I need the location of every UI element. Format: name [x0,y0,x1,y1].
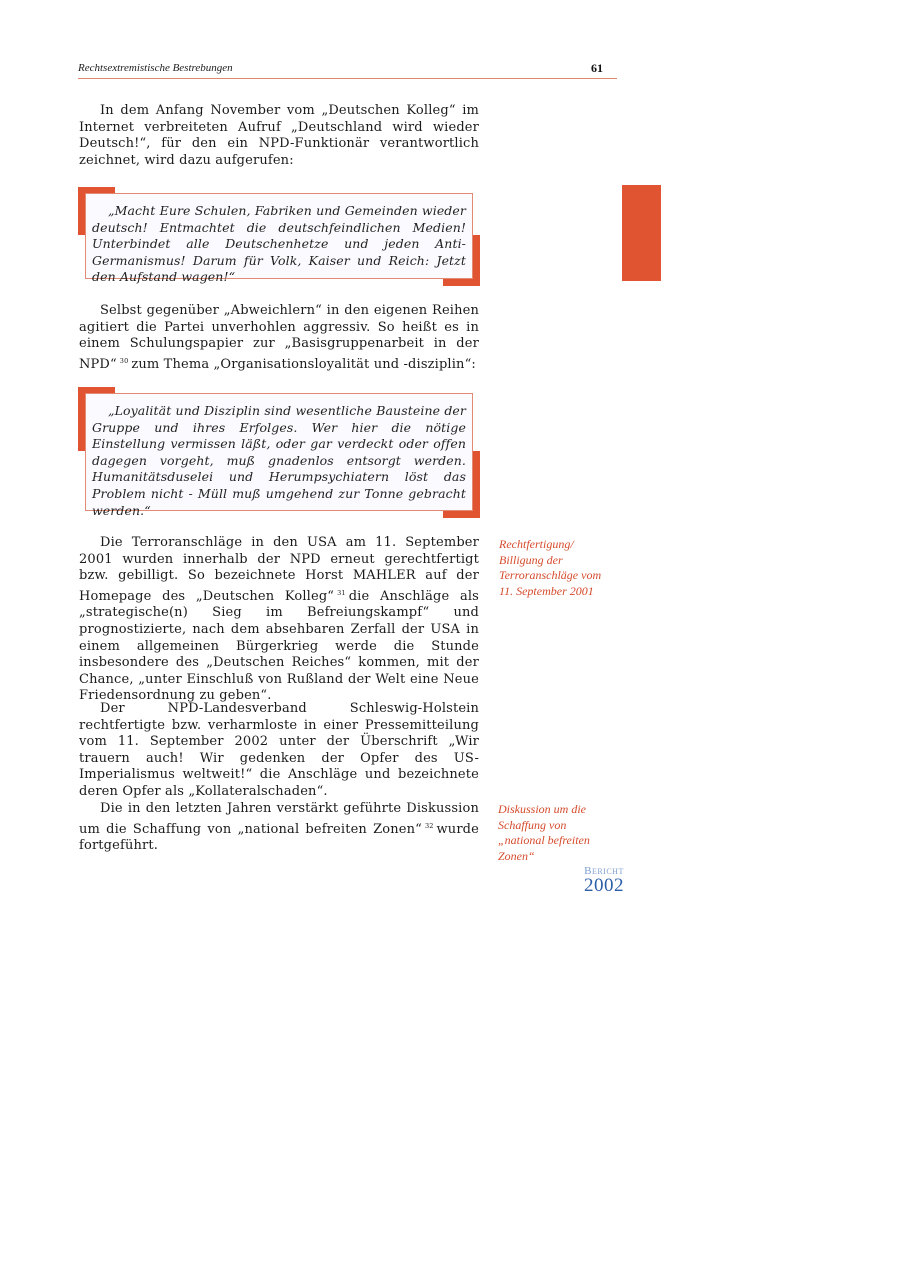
margin-note-line: Schaffung von [498,817,567,832]
page-number: 61 [591,61,603,75]
header-title: Rechtsextremistische Bestrebungen [78,62,233,74]
paragraph-2 [79,303,479,373]
quote-text-1: „Macht Eure Schulen, Fabriken und Gemeinden wieder deutsch! Entmachtet die deutschfeindlichen Medien! Unterbindet alle Deutschenhetze und jeden Anti-Germanismus! Darum für Volk, Kaiser und Reich: Jetzt den Aufstand wagen!“ [92,203,466,285]
margin-note-line: Terroranschläge vom [499,568,602,582]
paragraph-1: In dem Anfang November vom „Deutschen Kolleg“ im Internet verbreiteten Aufruf „Deutschland wird wieder Deutsch!“, für den ein NPD-Funktionär verantwortlich zeichnet, wird dazu aufgerufen: [79,103,479,168]
margin-note-zones [498,802,618,864]
margin-note-line: Zonen“ [498,848,535,863]
paragraph-4: Der NPD-Landesverband Schleswig-Holstein rechtfertigte bzw. verharmloste in einer Pressemitteilung vom 11. September 2002 unter der Überschrift „Wir trauern auch! Wir gedenken der Opfer des US-Imperialismus weltweit!“ die Anschläge und bezeichnete deren Opfer als „Kollateralschaden“. [79,701,479,799]
bericht-2002-logo [578,866,630,894]
running-header [78,62,617,79]
quote-text-2: „Loyalität und Disziplin sind wesentliche Bausteine der Gruppe und ihres Erfolges. Wer hier die nötige Einstellung vermissen läßt, oder gar verdeckt oder offen dagegen vorgeht, muß gnadenlos entsorgt werden. Humanitätsduselei und Herumpsychiatern löst das Problem nicht - Müll muß umgehend zur Tonne gebracht werden.“ [92,403,466,518]
paragraph-3-text-cont: die Anschläge als „strategische(n) Sieg im Befreiungskampf“ und prognostizierte, nach dem absehbaren Zerfall der USA in einem allgemeinen Bürgerkrieg werde die Stunde insbesondere des „Deutschen Reiches“ kommen, mit der Chance, „unter Einschluß von Rußland der Welt eine Neue Friedensordnung zu geben“. [79,588,479,704]
margin-note-terror [499,537,619,599]
quote-box-1 [78,187,480,286]
paragraph-5-text-cont: wurde fortgeführt. [79,821,479,854]
footnote-ref-30: 30 [119,356,129,365]
logo-word: Bericht [584,865,624,877]
paragraph-2-text: Selbst gegenüber „Abweichlern“ in den eigenen Reihen agitiert die Partei unverhohlen aggressiv. So heißt es in einem Schulungspapier zur „Basisgruppenarbeit in der NPD“ [79,303,479,372]
margin-note-line: „national befreiten [498,833,590,847]
margin-note-line: Billigung der [499,552,563,567]
footnote-ref-32: 32 [424,821,434,830]
paragraph-3 [79,535,479,705]
paragraph-3-text: Die Terroranschläge in den USA am 11. September 2001 wurden innerhalb der NPD erneut gerechtfertigt bzw. gebilligt. So bezeichnete Horst MAHLER auf der Homepage des „Deutschen Kolleg“ [79,535,479,604]
logo-year: 2002 [584,875,624,896]
paragraph-5-text: Die in den letzten Jahren verstärkt geführte Diskussion um die Schaffung von „national befreiten Zonen“ [79,801,479,837]
margin-note-line: 11. September 2001 [499,583,594,598]
margin-note-line: Rechtfertigung/ [499,537,574,551]
quote-frame [85,393,473,518]
quote-frame [85,193,473,285]
margin-note-line: Diskussion um die [498,802,586,816]
chapter-tab-marker [622,185,661,281]
footnote-ref-31: 31 [337,588,346,597]
paragraph-5 [79,801,479,855]
paragraph-2-text-cont: zum Thema „Organisationsloyalität und -disziplin“: [131,356,476,372]
quote-box-2 [78,387,480,518]
